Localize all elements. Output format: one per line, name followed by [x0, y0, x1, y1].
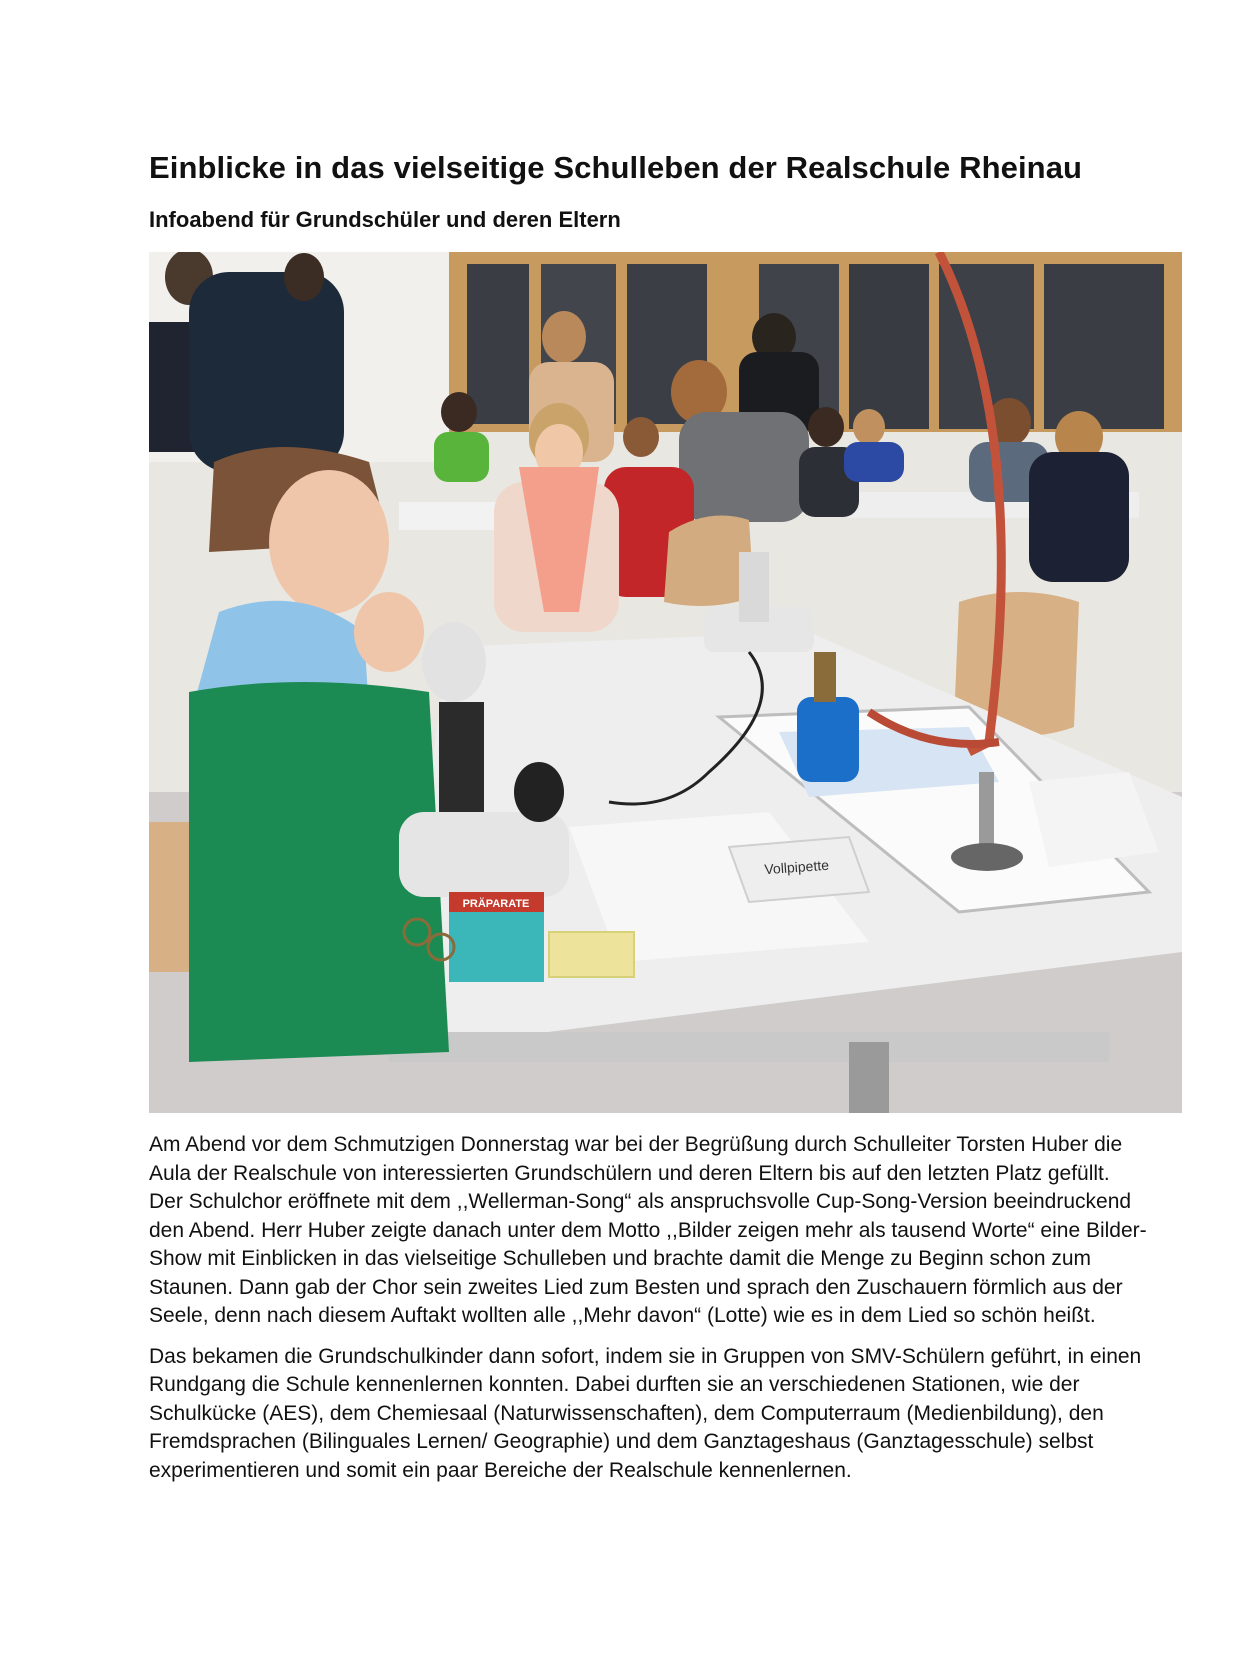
box-label: PRÄPARATE	[462, 898, 530, 910]
article	[149, 148, 1147, 1497]
paragraph: Das bekamen die Grundschulkinder dann sofort, indem sie in Gruppen von SMV-Schülern geführt, in einen Rundgang die Schule kennenlernen konnten. Dabei durften sie an verschiedenen Stationen, wie der Schulkücke (AES), dem Chemiesaal (Naturwissenschaften), dem Computerraum (Medienbildung), den Fremdsprachen (Bilinguales Lernen/ Geographie) und dem Ganztageshaus (Ganztagesschule) selbst experimentieren und somit ein paar Bereiche der Realschule kennenlernen.	[149, 1344, 1142, 1482]
paragraph: Am Abend vor dem Schmutzigen Donnerstag war bei der Begrüßung durch Schulleiter Torsten Huber die Aula der Realschule von interessierten Grundschülern und deren Eltern bis auf den letzten Platz gefüllt. Der Schulchor eröffnete mit dem ,,Wellerman-Song“ als anspruchsvolle Cup-Song-Version beeindruckend den Abend. Herr Huber zeigte danach unter dem Motto ,,Bilder zeigen mehr als tausend Worte“ eine Bilder-Show mit Einblicken in das vielseitige Schulleben und brachte damit die Menge zu Beginn schon zum Staunen. Dann gab der Chor sein zweites Lied zum Besten und sprach den Zuschauern förmlich aus der Seele, denn nach diesem Auftakt wollten alle ,,Mehr davon“ (Lotte) wie es in dem Lied so schön heißt.	[149, 1133, 1147, 1327]
article-subtitle: Infoabend für Grundschüler und deren Eltern	[149, 207, 621, 232]
classroom-photo-illustration	[149, 252, 1182, 1113]
card-label: Vollpipette	[763, 856, 830, 878]
article-body	[149, 1131, 1149, 1485]
article-title: Einblicke in das vielseitige Schulleben der Realschule Rheinau	[149, 150, 1083, 185]
classroom-photo	[149, 252, 1182, 1113]
